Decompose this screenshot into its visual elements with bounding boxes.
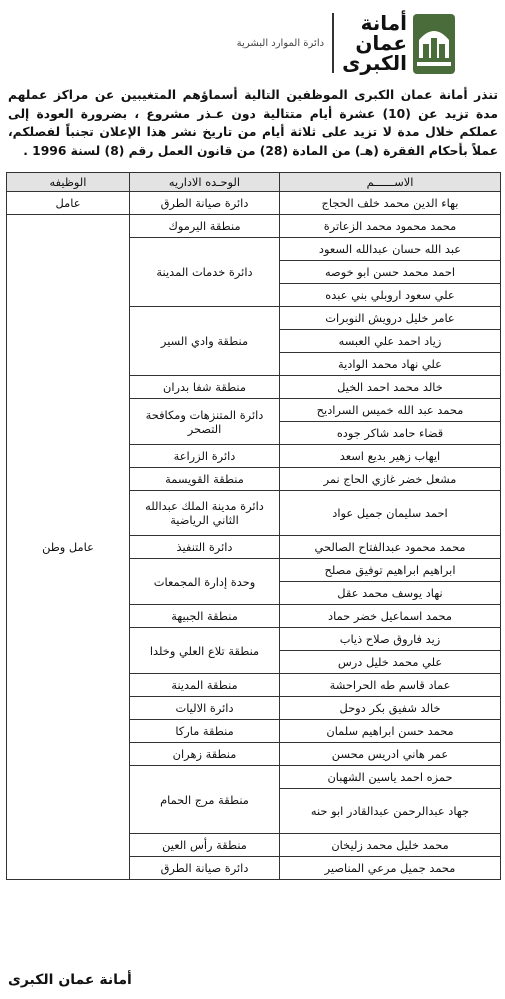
department-label: دائرة الموارد البشرية <box>236 37 325 49</box>
employee-name: علي محمد خليل درس <box>280 651 501 674</box>
employee-name: عمر هاني ادريس محسن <box>280 743 501 766</box>
admin-unit: دائرة الاليات <box>130 697 280 720</box>
employee-name: حمزه احمد ياسين الشهبان <box>280 766 501 789</box>
header-divider <box>332 13 334 73</box>
header <box>207 6 457 80</box>
admin-unit: دائرة صيانة الطرق <box>130 192 280 215</box>
table-header-row <box>7 173 501 192</box>
employee-name: نهاد يوسف محمد عقل <box>280 582 501 605</box>
employee-name: محمد محمود عبدالفتاح الصالحي <box>280 536 501 559</box>
employee-name: احمد محمد حسن ابو خوصه <box>280 261 501 284</box>
employee-name: مشعل خضر غازي الحاج نمر <box>280 468 501 491</box>
admin-unit: وحدة إدارة المجمعات <box>130 559 280 605</box>
employee-name: احمد سليمان جميل عواد <box>280 491 501 536</box>
admin-unit: دائرة صيانة الطرق <box>130 857 280 880</box>
admin-unit: منطقة ماركا <box>130 720 280 743</box>
admin-unit: منطقة المدينة <box>130 674 280 697</box>
admin-unit: دائرة الزراعة <box>130 445 280 468</box>
admin-unit: دائرة التنفيذ <box>130 536 280 559</box>
footer-signature: أمانة عمان الكبرى <box>8 972 132 988</box>
admin-unit: منطقة وادي السير <box>130 307 280 376</box>
admin-unit: منطقة رأس العين <box>130 834 280 857</box>
org-name <box>342 13 407 73</box>
employee-name: زياد احمد علي العبسه <box>280 330 501 353</box>
employee-name: ابراهيم ابراهيم توفيق مصلح <box>280 559 501 582</box>
admin-unit: دائرة خدمات المدينة <box>130 238 280 307</box>
col-header-name: الاســــــم <box>280 173 501 192</box>
admin-unit: دائرة مدينة الملك عبدالله الثاني الرياضية <box>130 491 280 536</box>
notice-paragraph: تنذر أمانة عمان الكبرى الموظفين التالية أسماؤهم المتغيبين عن مراكز عملهم مدة تزيد عن (10) عشرة أيام متتالية دون عـذر مشروع ، بضرورة العودة إلى عملكم خلال مدة لا تزيد على ثلاثة أيام من تاريخ نشر هذا الإعلان تجنباً لفصلكم، عملاً بأحكام الفقرة (هـ) من المادة (28) من قانون العمل رقم (8) لسنة 1996 . <box>8 88 498 158</box>
col-header-unit: الوحـده الاداريه <box>130 173 280 192</box>
admin-unit: منطقة القويسمة <box>130 468 280 491</box>
admin-unit: منطقة مرج الحمام <box>130 766 280 834</box>
admin-unit: منطقة تلاع العلي وخلدا <box>130 628 280 674</box>
employee-name: محمد محمود محمد الزعاترة <box>280 215 501 238</box>
employee-name: محمد عبد الله خميس السراديح <box>280 399 501 422</box>
admin-unit: منطقة شفا بدران <box>130 376 280 399</box>
employee-name: خالد محمد احمد الخيل <box>280 376 501 399</box>
employee-name: محمد خليل محمد زليخان <box>280 834 501 857</box>
job-title: عامل <box>7 192 130 215</box>
org-name-line1: أمانة <box>360 11 407 35</box>
employee-name: علي سعود اروبلي بني عبده <box>280 284 501 307</box>
employee-name: زيد فاروق صلاح ذياب <box>280 628 501 651</box>
employee-name: عامر خليل درويش النوبرات <box>280 307 501 330</box>
employee-name: عماد قاسم طه الحراحشة <box>280 674 501 697</box>
col-header-job: الوظيفه <box>7 173 130 192</box>
amman-logo <box>342 8 457 78</box>
table-row <box>7 215 501 238</box>
table-row <box>7 192 501 215</box>
employee-name: قضاء حامد شاكر جوده <box>280 422 501 445</box>
employees-table <box>6 172 501 880</box>
employee-name: محمد جميل مرعي المناصير <box>280 857 501 880</box>
org-name-line3: الكبرى <box>342 51 407 75</box>
org-name-line2: عمان <box>355 31 407 55</box>
employee-name: خالد شفيق بكر دوحل <box>280 697 501 720</box>
employee-name: ايهاب زهير بديع اسعد <box>280 445 501 468</box>
employee-name: محمد اسماعيل خضر حماد <box>280 605 501 628</box>
employee-name: عبد الله حسان عبدالله السعود <box>280 238 501 261</box>
amman-emblem-icon <box>411 8 457 78</box>
admin-unit: منطقة زهران <box>130 743 280 766</box>
employee-name: محمد حسن ابراهيم سلمان <box>280 720 501 743</box>
admin-unit: دائرة المتنزهات ومكافحة التصحر <box>130 399 280 445</box>
employee-name: علي نهاد محمد الوادية <box>280 353 501 376</box>
admin-unit: منطقة اليرموك <box>130 215 280 238</box>
admin-unit: منطقة الجبيهة <box>130 605 280 628</box>
employee-name: بهاء الدين محمد خلف الحجاج <box>280 192 501 215</box>
job-title: عامل وطن <box>7 215 130 880</box>
employee-name: جهاد عبدالرحمن عبدالقادر ابو حنه <box>280 789 501 834</box>
